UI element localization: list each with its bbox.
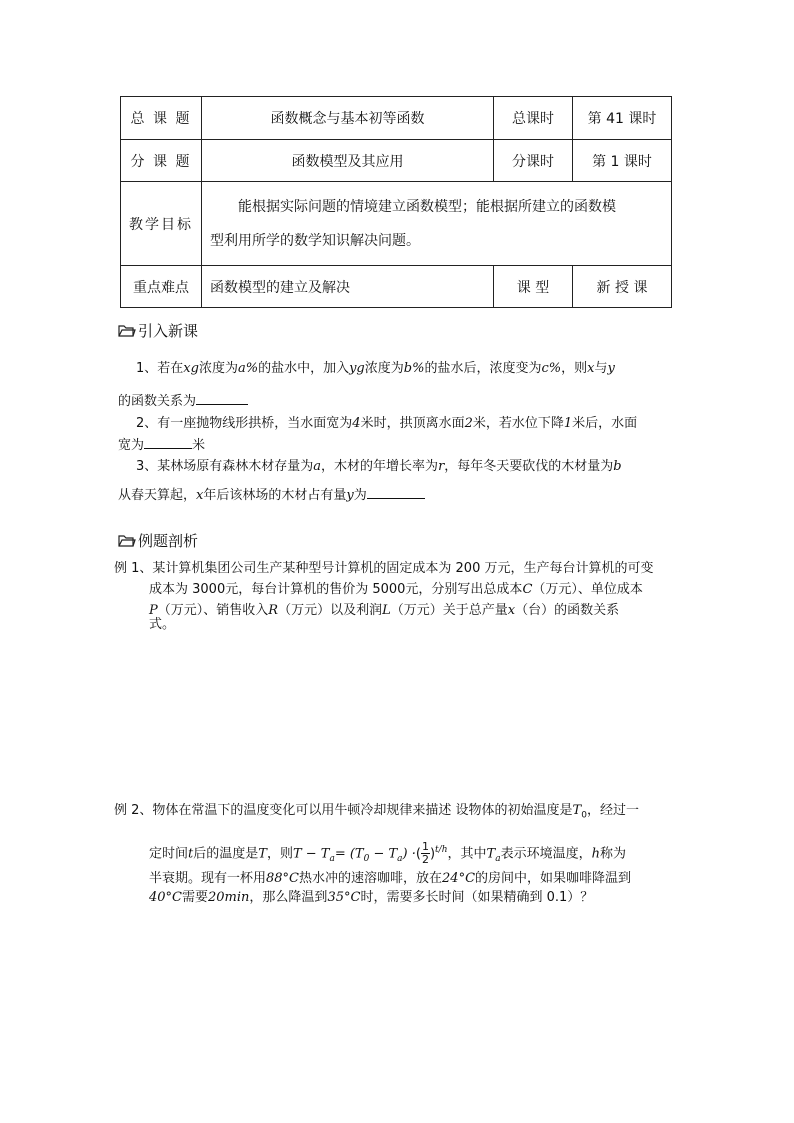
math: y	[346, 488, 354, 503]
math: ) ·	[402, 846, 416, 862]
math: a	[313, 459, 322, 474]
text: 3、某林场原有森林木材存量为	[136, 459, 314, 474]
math: 20min	[208, 890, 250, 905]
answer-blank[interactable]	[367, 486, 425, 499]
text: 的函数关系为	[118, 394, 197, 409]
section-examples-heading	[118, 530, 198, 551]
text: 与	[594, 361, 608, 376]
text: ，经过一	[586, 803, 639, 818]
text: （万元）关于总产量	[390, 603, 508, 618]
exponent: t/h	[435, 845, 448, 855]
answer-blank[interactable]	[144, 436, 192, 449]
goal-line-1: 能根据实际问题的情境建立函数模型；能根据所建立的函数模	[238, 198, 616, 215]
table-row	[121, 140, 672, 182]
fraction-half	[421, 841, 430, 866]
example-label: 例 1、	[114, 561, 153, 576]
text: ，那么降温到	[249, 890, 328, 905]
text: 为	[353, 488, 367, 503]
sub-topic-label: 分 课 题	[121, 140, 202, 182]
math: xg	[183, 361, 199, 376]
section-intro-title: 引入新课	[138, 322, 199, 340]
table-row	[121, 97, 672, 140]
subscript: 0	[363, 853, 370, 864]
text: 1、若在	[136, 361, 184, 376]
math: T − T	[292, 846, 330, 862]
denominator: 2	[421, 853, 429, 867]
key-points-value: 函数模型的建立及解决	[202, 266, 494, 308]
text: （万元）、单位成本	[532, 582, 643, 597]
math: 24°C	[442, 871, 476, 886]
math: b	[613, 459, 622, 474]
text: 时，需要多长时间（如果精确到 0.1）？	[360, 890, 594, 905]
math: t	[188, 846, 194, 862]
math: r	[438, 459, 445, 474]
answer-blank[interactable]	[196, 392, 248, 405]
subscript: a	[495, 853, 501, 864]
text: 米，若水位下降	[472, 416, 564, 431]
text: 的盐水后，浓度变为	[424, 361, 542, 376]
table-row	[121, 182, 672, 266]
text: 表示环境温度，	[500, 846, 592, 862]
text: 定时间	[149, 846, 189, 862]
key-points-label: 重点难点	[121, 266, 202, 308]
math: R	[268, 603, 279, 618]
text: ，木材的年增长率为	[321, 459, 439, 474]
text: 米	[192, 438, 206, 453]
text: 成本为 3000元，每台计算机的售价为 5000元，分别写出总成本	[149, 582, 523, 597]
folder-icon	[118, 534, 136, 548]
lesson-type-value: 新 授 课	[573, 266, 672, 308]
teaching-goal-value	[202, 182, 672, 266]
text: 称为	[599, 846, 626, 862]
example-2-line-1	[114, 802, 639, 825]
math: 40°C	[149, 890, 182, 905]
total-hours-value: 第 41 课时	[573, 97, 672, 140]
math: b%	[403, 361, 425, 376]
text: 米后，水面	[572, 416, 638, 431]
math: x	[507, 603, 516, 618]
numerator: 1	[421, 840, 429, 854]
example-1-line-2	[149, 581, 643, 599]
math: yg	[349, 361, 365, 376]
math: − T	[369, 846, 398, 862]
text: 浓度为	[364, 361, 404, 376]
question-1-line-2	[118, 392, 248, 411]
subscript: 0	[581, 810, 587, 821]
total-hours-label: 总课时	[494, 97, 573, 140]
math: a%	[237, 361, 259, 376]
teaching-goal-label: 教学目标	[121, 182, 202, 266]
math: x	[587, 361, 595, 376]
example-1-line-4	[149, 616, 175, 634]
math: 35°C	[327, 890, 361, 905]
text: 2、有一座抛物线形拱桥，当水面宽为	[136, 416, 353, 431]
text: 某计算机集团公司生产某种型号计算机的固定成本为 200 万元，生产每台计算机的可变	[152, 561, 654, 576]
math: y	[607, 361, 615, 376]
total-topic-value: 函数概念与基本初等函数	[202, 97, 494, 140]
math: h	[591, 846, 600, 862]
lesson-type-label: 课 型	[494, 266, 573, 308]
text: ，则	[561, 361, 588, 376]
example-1-line-1	[114, 560, 654, 578]
example-2-line-2: 定时间t后的温度是T，则$T - T_a= (T_0 - T_a)$ ·( $\frac{1}{2}$ )$^{t/h}$，其中$T_a$表示环境温度，h称为	[149, 840, 626, 867]
text: （万元）以及利润	[278, 603, 383, 618]
text: 米时，拱顶离水面	[360, 416, 465, 431]
question-2-line-2	[118, 436, 205, 455]
text: （万元）、销售收入	[157, 603, 269, 618]
math: 4	[352, 416, 361, 431]
section-intro-heading	[118, 320, 198, 341]
math: x	[196, 488, 204, 503]
text: 浓度为	[198, 361, 238, 376]
text: ，其中	[447, 846, 487, 862]
example-2-line-4	[149, 889, 593, 907]
example-label: 例 2、	[114, 803, 153, 818]
text: 的盐水中，加入	[258, 361, 350, 376]
math: 1	[563, 416, 573, 431]
math: T	[486, 846, 496, 862]
lesson-plan-table	[120, 96, 672, 308]
folder-icon	[118, 324, 136, 338]
section-examples-title: 例题剖析	[138, 532, 199, 550]
text: 式。	[149, 617, 176, 632]
table-row	[121, 266, 672, 308]
text: 热水冲的速溶咖啡，放在	[299, 871, 443, 886]
example-2-line-3	[149, 870, 631, 888]
text: 年后该林场的木材占有量	[203, 488, 347, 503]
text: ，则	[266, 846, 293, 862]
question-3-line-1	[136, 458, 622, 476]
question-2-line-1	[136, 415, 637, 433]
example-1-line-3	[149, 602, 619, 620]
text: 从春天算起，	[118, 488, 197, 503]
text: 需要	[182, 890, 209, 905]
math: C	[522, 582, 533, 597]
math: 2	[464, 416, 473, 431]
text: 物体在常温下的温度变化可以用牛顿冷却规律来描述 设物体的初始温度是	[152, 803, 573, 818]
math: = (T	[334, 846, 364, 862]
sub-hours-label: 分课时	[494, 140, 573, 182]
goal-line-2: 型利用所学的数学知识解决问题。	[210, 232, 420, 249]
subscript: a	[397, 853, 403, 864]
sub-topic-value: 函数模型及其应用	[202, 140, 494, 182]
text: 半衰期。现有一杯用	[149, 871, 267, 886]
text: 的房间中，如果咖啡降温到	[475, 871, 632, 886]
text: 宽为	[118, 438, 145, 453]
math: T	[258, 846, 267, 862]
text: 后的温度是	[193, 846, 259, 862]
total-topic-label: 总 课 题	[121, 97, 202, 140]
math: P	[149, 603, 158, 618]
subscript: a	[329, 853, 335, 864]
text: ，每年冬天要砍伐的木材量为	[444, 459, 614, 474]
sub-hours-value: 第 1 课时	[573, 140, 672, 182]
math: 88°C	[266, 871, 300, 886]
math: c%	[541, 361, 562, 376]
question-3-line-2	[118, 486, 425, 505]
math: L	[382, 603, 391, 618]
question-1-line-1	[136, 360, 615, 378]
text: （台）的函数关系	[515, 603, 620, 618]
math: T	[572, 803, 582, 818]
